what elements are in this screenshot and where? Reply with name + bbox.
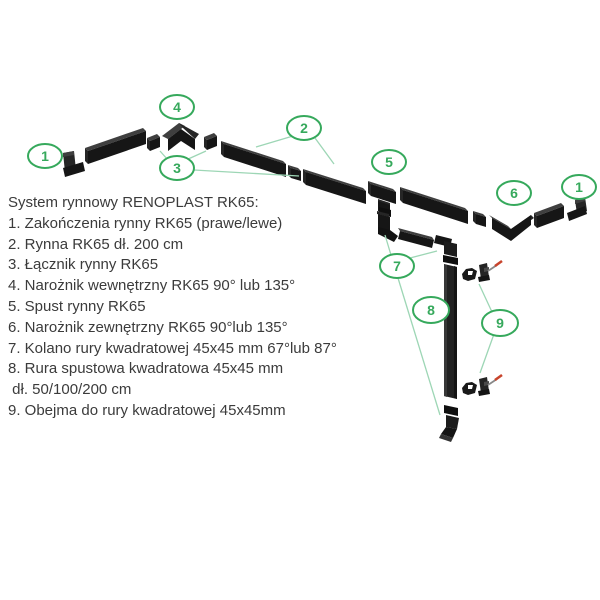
svg-text:1: 1: [575, 179, 583, 195]
svg-text:4: 4: [173, 99, 181, 115]
legend-title: System rynnowy RENOPLAST RK65:: [8, 194, 259, 211]
legend-line: 1. Zakończenia rynny RK65 (prawe/lewe): [8, 214, 283, 232]
legend-line: 3. Łącznik rynny RK65: [8, 256, 159, 274]
end-cap-left-part: [63, 151, 85, 177]
gutter-section-left-part: [85, 128, 146, 164]
svg-text:5: 5: [385, 154, 393, 170]
svg-text:1: 1: [41, 148, 49, 164]
gutter-connector-part: [204, 133, 217, 150]
pipe-clamp-part: [462, 261, 502, 282]
gutter-section-part: [400, 187, 468, 224]
svg-text:9: 9: [496, 315, 504, 331]
callout-5: [372, 150, 406, 174]
legend-line: 9. Obejma do rury kwadratowej 45x45mm: [8, 401, 286, 419]
legend-line: 8. Rura spustowa kwadratowa 45x45 mm: [8, 360, 284, 378]
svg-text:2: 2: [300, 120, 308, 136]
svg-text:3: 3: [173, 160, 181, 176]
legend-line: 5. Spust rynny RK65: [8, 297, 146, 315]
pipe-elbow-part: [377, 211, 398, 242]
pipe-clamp-part: [462, 375, 502, 396]
pipe-elbow-part: [439, 415, 459, 442]
gutter-section-part: [534, 203, 564, 228]
callout-1-right: [562, 175, 596, 199]
gutter-connector-part: [147, 134, 160, 151]
legend: [8, 193, 337, 422]
outer-corner-part: [489, 215, 534, 241]
pipe-elbow-part: [434, 235, 457, 257]
end-cap-right-part: [567, 197, 587, 221]
clamp-screw-red-tip: [495, 375, 502, 380]
pipe-coupling-part: [444, 405, 458, 416]
callout-7: [380, 254, 414, 278]
callout-3: [160, 156, 194, 180]
gutter-connector-part: [288, 165, 301, 181]
callout-4: [160, 95, 194, 119]
pipe-diagonal-part: [398, 228, 434, 248]
svg-text:6: 6: [510, 185, 518, 201]
legend-line: 4. Narożnik wewnętrzny RK65 90° lub 135°: [8, 277, 296, 295]
legend-line: 7. Kolano rury kwadratowej 45x45 mm 67°lub 87°: [8, 339, 337, 357]
callout-6: [497, 181, 531, 205]
clamp-screw-red-tip: [495, 261, 502, 266]
callout-2: [287, 116, 321, 140]
inner-corner-part: [162, 123, 199, 151]
svg-text:8: 8: [427, 302, 435, 318]
callout-8: [413, 297, 449, 323]
gutter-connector-part: [473, 211, 486, 227]
legend-line: 2. Rynna RK65 dł. 200 cm: [8, 235, 184, 253]
svg-text:7: 7: [393, 258, 401, 274]
callout-1-left: [28, 144, 62, 168]
legend-line: 6. Narożnik zewnętrzny RK65 90°lub 135°: [8, 318, 288, 336]
legend-line: dł. 50/100/200 cm: [8, 381, 132, 399]
downpipe-part: [444, 264, 457, 399]
callout-9: [482, 310, 518, 336]
